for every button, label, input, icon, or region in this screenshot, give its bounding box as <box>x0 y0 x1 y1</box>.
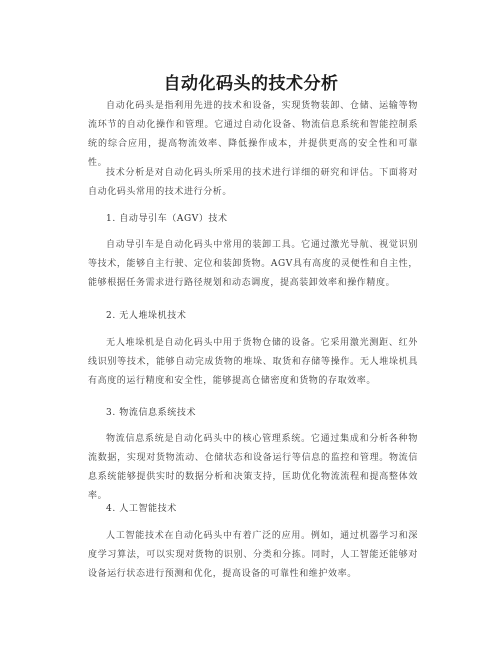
section-body-logistics-info: 物流信息系统是自动化码头中的核心管理系统。它通过集成和分析各种物流数据，实现对货物流动、仓储状态和设备运行等信息的监控和管理。物流信息系统能够提供实时的数据分析和决策支持，匡助优化物流流程和提高整体效率。 <box>88 434 418 501</box>
intro-paragraph-2: 技术分析是对自动化码头所采用的技术进行详细的研究和评估。下面将对自动化码头常用的技术进行分析。 <box>88 168 418 197</box>
section-heading-ai: 4. 人工智能技术 <box>106 504 177 514</box>
section-heading-agv: 1. 自动导引车（AGV）技术 <box>106 214 228 224</box>
section-body-stacker: 无人堆垛机是自动化码头中用于货物仓储的设备。它采用激光测距、红外线识别等技术，能够自动完成货物的堆垛、取货和存储等操作。无人堆垛机具有高度的运行精度和安全性，能够提高仓储密度和货物的存取效率。 <box>88 338 418 386</box>
section-heading-stacker: 2. 无人堆垛机技术 <box>106 311 187 321</box>
section-heading-logistics-info: 3. 物流信息系统技术 <box>106 408 197 418</box>
section-body-agv: 自动导引车是自动化码头中常用的装卸工具。它通过激光导航、视觉识别等技术，能够自主行驶、定位和装卸货物。AGV具有高度的灵便性和自主性，能够根据任务需求进行路径规划和动态调度，提高装卸效率和操作精度。 <box>88 240 418 288</box>
intro-paragraph: 自动化码头是指利用先进的技术和设备，实现货物装卸、仓储、运输等物流环节的自动化操作和管理。它通过自动化设备、物流信息系统和智能控制系统的综合应用，提高物流效率、降低操作成本，并提供更高的安全性和可靠性。 <box>88 101 418 168</box>
section-body-ai: 人工智能技术在自动化码头中有着广泛的应用。例如，通过机器学习和深度学习算法，可以实现对货物的识别、分类和分拣。同时，人工智能还能够对设备运行状态进行预测和优化，提高设备的可靠性和维护效率。 <box>88 531 418 579</box>
document-title: 自动化码头的技术分析 <box>163 74 339 95</box>
